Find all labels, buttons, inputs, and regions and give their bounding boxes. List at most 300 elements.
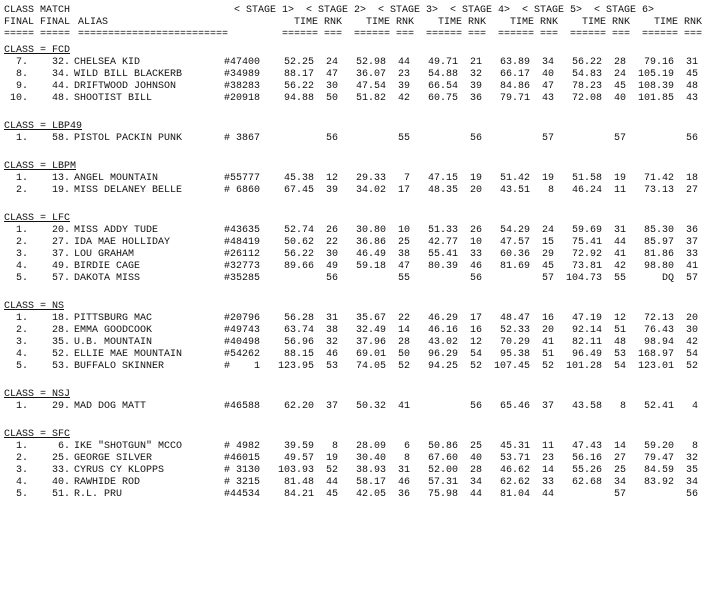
stage-1-rank: 53 [325, 361, 338, 372]
stage-5-rank: 34 [613, 477, 626, 488]
shooter-alias: LOU GRAHAM [74, 249, 135, 260]
header-label-time-2: TIME [365, 17, 390, 28]
stage-2-rank: 55 [397, 133, 410, 144]
stage-5-time: 73.81 [571, 261, 602, 272]
header-line-1 [4, 5, 654, 17]
header-rule-time-4: ====== [497, 29, 534, 40]
stage-5-rank: 41 [613, 249, 626, 260]
stage-3-rank: 16 [469, 325, 482, 336]
stage-5-rank: 19 [613, 173, 626, 184]
shooter-alias: EMMA GOODCOOK [74, 325, 153, 336]
stage-4-rank: 44 [541, 489, 554, 500]
stage-3-time [410, 273, 458, 285]
stage-3-time: 96.29 [427, 349, 458, 360]
stage-4-rank: 43 [541, 93, 554, 104]
stage-3-time: 60.75 [427, 93, 458, 104]
class-heading: CLASS = NSJ [4, 389, 71, 400]
stage-6-rank: 56 [685, 133, 698, 144]
shooter-id: #55777 [224, 173, 261, 184]
match-place: 52. [51, 349, 70, 360]
header-rule-time-6: ====== [641, 29, 678, 40]
match-place: 51. [51, 489, 70, 500]
result-row [4, 453, 698, 465]
stage-4-time: 46.62 [499, 465, 530, 476]
header-label-rnk-3: RNK [467, 17, 486, 28]
stage-6-time: 73.13 [643, 185, 674, 196]
stage-5-time: 55.26 [571, 465, 602, 476]
stage-2-time [338, 133, 386, 145]
stage-5-time: 92.14 [571, 325, 602, 336]
stage-6-rank: 37 [685, 237, 698, 248]
stage-6-rank: 20 [685, 313, 698, 324]
result-row [4, 57, 698, 69]
stage-3-rank: 56 [469, 133, 482, 144]
shooter-alias: DRIFTWOOD JOHNSON [74, 81, 177, 92]
stage-6-rank: 31 [685, 57, 698, 68]
result-row [4, 249, 698, 261]
stage-5-time: 101.28 [565, 361, 602, 372]
stage-2-time: 47.54 [355, 81, 386, 92]
results-body [4, 45, 698, 501]
stage-2-time: 32.49 [355, 325, 386, 336]
stage-1-time: 67.45 [283, 185, 314, 196]
stage-3-time [410, 401, 458, 413]
header-rule-rnk-5: === [611, 29, 630, 40]
class-heading: CLASS = NS [4, 301, 65, 312]
stage-1-time: 49.57 [283, 453, 314, 464]
result-row [4, 93, 698, 105]
stage-4-rank: 47 [541, 81, 554, 92]
class-place: 4. [15, 261, 28, 272]
stage-2-time: 51.82 [355, 93, 386, 104]
shooter-alias: IDA MAE HOLLIDAY [74, 237, 171, 248]
header-label-rnk-4: RNK [539, 17, 558, 28]
stage-2-rank: 46 [397, 477, 410, 488]
stage-5-rank: 51 [613, 325, 626, 336]
match-place: 40. [51, 477, 70, 488]
stage-4-time: 43.51 [499, 185, 530, 196]
stage-4-rank: 57 [541, 273, 554, 284]
shooter-alias: ANGEL MOUNTAIN [74, 173, 159, 184]
stage-6-time: 52.41 [643, 401, 674, 412]
shooter-alias: RAWHIDE ROD [74, 477, 141, 488]
shooter-id: #20796 [224, 313, 261, 324]
stage-6-time [626, 133, 674, 145]
header-rule-rnk-6: === [683, 29, 702, 40]
stage-4-rank: 41 [541, 337, 554, 348]
stage-4-time: 52.33 [499, 325, 530, 336]
stage-5-time: 47.43 [571, 441, 602, 452]
stage-1-rank: 45 [325, 489, 338, 500]
stage-5-time: 96.49 [571, 349, 602, 360]
stage-2-time: 30.40 [355, 453, 386, 464]
stage-6-time: 76.43 [643, 325, 674, 336]
stage-3-time: 49.71 [427, 57, 458, 68]
shooter-alias: ELLIE MAE MOUNTAIN [74, 349, 183, 360]
stage-4-time [482, 133, 530, 145]
stage-2-rank: 28 [397, 337, 410, 348]
stage-5-rank: 48 [613, 337, 626, 348]
shooter-alias: BIRDIE CAGE [74, 261, 141, 272]
stage-4-rank: 24 [541, 225, 554, 236]
stage-6-rank: 42 [685, 337, 698, 348]
result-row [4, 401, 698, 413]
stage-3-time: 57.31 [427, 477, 458, 488]
stage-3-time [410, 133, 458, 145]
stage-2-time: 28.09 [355, 441, 386, 452]
match-place: 32. [51, 57, 70, 68]
stage-1-time: 56.22 [283, 81, 314, 92]
shooter-id: #38283 [224, 81, 261, 92]
stage-3-rank: 12 [469, 337, 482, 348]
stage-5-rank: 53 [613, 349, 626, 360]
match-place: 53. [51, 361, 70, 372]
stage-3-time: 94.25 [427, 361, 458, 372]
header-rule-time-3: ====== [425, 29, 462, 40]
stage-2-rank: 23 [397, 69, 410, 80]
stage-1-time: 50.62 [283, 237, 314, 248]
stage-1-rank: 49 [325, 261, 338, 272]
stage-5-time [554, 133, 602, 145]
stage-3-time: 43.02 [427, 337, 458, 348]
stage-1-time: 56.22 [283, 249, 314, 260]
stage-6-rank: 52 [685, 361, 698, 372]
result-row [4, 361, 698, 373]
stage-5-rank: 31 [613, 225, 626, 236]
shooter-alias: CYRUS CY KLOPPS [74, 465, 165, 476]
shooter-id: #26112 [224, 249, 261, 260]
stage-2-time: 29.33 [355, 173, 386, 184]
stage-4-rank: 8 [547, 185, 554, 196]
shooter-id: #34989 [224, 69, 261, 80]
stage-2-rank: 25 [397, 237, 410, 248]
stage-3-time: 47.15 [427, 173, 458, 184]
stage-1-rank: 50 [325, 93, 338, 104]
stage-4-time: 70.29 [499, 337, 530, 348]
stage-4-time: 63.89 [499, 57, 530, 68]
shooter-alias: PISTOL PACKIN PUNK [74, 133, 183, 144]
stage-6-rank: 41 [685, 261, 698, 272]
stage-1-rank: 32 [325, 337, 338, 348]
stage-5-rank: 55 [613, 273, 626, 284]
shooter-alias: MISS ADDY TUDE [74, 225, 159, 236]
stage-6-rank: 56 [685, 489, 698, 500]
stage-5-rank: 28 [613, 57, 626, 68]
match-place: 20. [51, 225, 70, 236]
shooter-alias: U.B. MOUNTAIN [74, 337, 153, 348]
header-rule-time-1: ====== [281, 29, 318, 40]
header-stage-6: < STAGE 6> [593, 5, 654, 16]
stage-4-rank: 33 [541, 477, 554, 488]
stage-5-time [554, 489, 602, 501]
header-rule-match: ===== [40, 29, 71, 40]
stage-6-time: 108.39 [637, 81, 674, 92]
stage-1-time: 123.95 [277, 361, 314, 372]
class-place: 5. [15, 489, 28, 500]
match-place: 27. [51, 237, 70, 248]
shooter-alias: BUFFALO SKINNER [74, 361, 165, 372]
result-row [4, 133, 698, 145]
header-label-time-4: TIME [509, 17, 534, 28]
stage-1-time: 39.59 [283, 441, 314, 452]
stage-6-time: 98.80 [643, 261, 674, 272]
stage-2-time: 42.05 [355, 489, 386, 500]
stage-6-time: 72.13 [643, 313, 674, 324]
shooter-id: #32773 [224, 261, 261, 272]
stage-5-time: 72.92 [571, 249, 602, 260]
shooter-id: #49743 [224, 325, 261, 336]
stage-5-time: 75.41 [571, 237, 602, 248]
header-label-time-6: TIME [653, 17, 678, 28]
stage-2-time: 38.93 [355, 465, 386, 476]
stage-5-time: 82.11 [571, 337, 602, 348]
stage-3-rank: 20 [469, 185, 482, 196]
stage-4-rank: 52 [541, 361, 554, 372]
shooter-id: # 3867 [224, 133, 261, 144]
result-row [4, 337, 698, 349]
class-place: 10. [9, 93, 28, 104]
stage-1-rank: 44 [325, 477, 338, 488]
stage-4-time: 107.45 [493, 361, 530, 372]
stage-3-rank: 10 [469, 237, 482, 248]
stage-5-time: 104.73 [565, 273, 602, 284]
header-rule-rnk-4: === [539, 29, 558, 40]
shooter-id: #40498 [224, 337, 261, 348]
header-final-class: FINAL [4, 17, 35, 28]
stage-1-rank: 12 [325, 173, 338, 184]
stage-3-time: 51.33 [427, 225, 458, 236]
class-place: 3. [15, 337, 28, 348]
stage-5-rank: 24 [613, 69, 626, 80]
stage-3-time: 55.41 [427, 249, 458, 260]
stage-3-rank: 39 [469, 81, 482, 92]
stage-5-rank: 12 [613, 313, 626, 324]
result-row [4, 237, 698, 249]
shooter-id: #46015 [224, 453, 261, 464]
class-place: 5. [15, 361, 28, 372]
match-place: 49. [51, 261, 70, 272]
stage-4-rank: 11 [541, 441, 554, 452]
stage-1-rank: 31 [325, 313, 338, 324]
stage-6-time: 71.42 [643, 173, 674, 184]
stage-1-rank: 22 [325, 237, 338, 248]
stage-2-time: 46.49 [355, 249, 386, 260]
stage-3-rank: 28 [469, 465, 482, 476]
result-row [4, 441, 698, 453]
header-stage-2: < STAGE 2> [305, 5, 366, 16]
stage-2-time: 58.17 [355, 477, 386, 488]
stage-4-rank: 45 [541, 261, 554, 272]
stage-1-rank: 37 [325, 401, 338, 412]
result-row [4, 173, 698, 185]
shooter-id: # 6860 [224, 185, 261, 196]
header-stage-5: < STAGE 5> [521, 5, 582, 16]
result-row [4, 313, 698, 325]
stage-1-time [266, 273, 314, 285]
stage-4-time: 66.17 [499, 69, 530, 80]
stage-6-rank: 36 [685, 225, 698, 236]
stage-6-rank: 54 [685, 349, 698, 360]
stage-3-rank: 56 [469, 273, 482, 284]
stage-2-time: 69.01 [355, 349, 386, 360]
class-place: 3. [15, 465, 28, 476]
stage-1-time: 63.74 [283, 325, 314, 336]
stage-1-time: 52.25 [283, 57, 314, 68]
header-rule-time-2: ====== [353, 29, 390, 40]
stage-5-time: 51.58 [571, 173, 602, 184]
stage-4-time: 81.69 [499, 261, 530, 272]
stage-1-rank: 47 [325, 69, 338, 80]
stage-1-rank: 56 [325, 133, 338, 144]
shooter-alias: PITTSBURG MAC [74, 313, 153, 324]
stage-4-rank: 29 [541, 249, 554, 260]
result-row [4, 81, 698, 93]
stage-3-rank: 33 [469, 249, 482, 260]
stage-2-time: 74.05 [355, 361, 386, 372]
stage-5-rank: 25 [613, 465, 626, 476]
header-rule-class: ===== [4, 29, 35, 40]
shooter-alias: IKE "SHOTGUN" MCCO [74, 441, 183, 452]
result-row [4, 465, 698, 477]
stage-5-time: 62.68 [571, 477, 602, 488]
stage-6-time: 59.20 [643, 441, 674, 452]
stage-4-time: 79.71 [499, 93, 530, 104]
header-label-rnk-1: RNK [323, 17, 342, 28]
header-final-match: FINAL [40, 17, 71, 28]
match-place: 34. [51, 69, 70, 80]
stage-3-time: 42.77 [427, 237, 458, 248]
result-row [4, 185, 698, 197]
class-place: 2. [15, 453, 28, 464]
stage-5-rank: 57 [613, 133, 626, 144]
stage-2-time: 34.02 [355, 185, 386, 196]
stage-2-rank: 55 [397, 273, 410, 284]
stage-6-rank: 43 [685, 93, 698, 104]
stage-1-time: 88.17 [283, 69, 314, 80]
stage-2-time: 36.07 [355, 69, 386, 80]
stage-3-rank: 25 [469, 441, 482, 452]
stage-2-rank: 17 [397, 185, 410, 196]
result-row [4, 261, 698, 273]
class-place: 7. [15, 57, 28, 68]
shooter-id: #20918 [224, 93, 261, 104]
stage-5-time: 47.19 [571, 313, 602, 324]
stage-1-time: 56.28 [283, 313, 314, 324]
header-label-rnk-5: RNK [611, 17, 630, 28]
stage-6-time: 101.85 [637, 93, 674, 104]
match-place: 37. [51, 249, 70, 260]
header-stage-4: < STAGE 4> [449, 5, 510, 16]
match-place: 13. [51, 173, 70, 184]
stage-6-time: 105.19 [637, 69, 674, 80]
stage-3-time: 48.35 [427, 185, 458, 196]
stage-4-time: 53.71 [499, 453, 530, 464]
stage-3-rank: 32 [469, 69, 482, 80]
result-row [4, 69, 698, 81]
stage-2-rank: 22 [397, 313, 410, 324]
header-label-time-3: TIME [437, 17, 462, 28]
stage-2-rank: 14 [397, 325, 410, 336]
header-line-3 [4, 29, 702, 41]
class-heading: CLASS = LBPM [4, 161, 77, 172]
class-place: 1. [15, 225, 28, 236]
stage-6-rank: 35 [685, 465, 698, 476]
stage-3-rank: 19 [469, 173, 482, 184]
stage-4-time: 95.38 [499, 349, 530, 360]
stage-3-time: 46.29 [427, 313, 458, 324]
stage-4-rank: 15 [541, 237, 554, 248]
stage-3-rank: 54 [469, 349, 482, 360]
stage-5-rank: 27 [613, 453, 626, 464]
stage-6-time: 98.94 [643, 337, 674, 348]
stage-2-rank: 39 [397, 81, 410, 92]
stage-4-time: 47.57 [499, 237, 530, 248]
stage-3-rank: 52 [469, 361, 482, 372]
shooter-id: # 3215 [224, 477, 261, 488]
header-rule-time-5: ====== [569, 29, 606, 40]
stage-2-time: 37.96 [355, 337, 386, 348]
stage-2-rank: 7 [403, 173, 410, 184]
stage-6-time: 81.86 [643, 249, 674, 260]
stage-4-time: 84.86 [499, 81, 530, 92]
class-heading: CLASS = FCD [4, 45, 71, 56]
header-label-time-5: TIME [581, 17, 606, 28]
stage-5-rank: 14 [613, 441, 626, 452]
stage-1-time [266, 133, 314, 145]
match-place: 58. [51, 133, 70, 144]
stage-4-rank: 23 [541, 453, 554, 464]
stage-2-rank: 6 [403, 441, 410, 452]
stage-2-rank: 52 [397, 361, 410, 372]
match-place: 6. [57, 441, 70, 452]
stage-3-rank: 46 [469, 261, 482, 272]
result-row [4, 225, 698, 237]
stage-1-rank: 30 [325, 81, 338, 92]
stage-1-time: 81.48 [283, 477, 314, 488]
stage-4-time: 45.31 [499, 441, 530, 452]
stage-1-time: 56.96 [283, 337, 314, 348]
class-place: 2. [15, 237, 28, 248]
class-place: 4. [15, 477, 28, 488]
stage-2-time: 35.67 [355, 313, 386, 324]
stage-2-rank: 10 [397, 225, 410, 236]
stage-1-time: 52.74 [283, 225, 314, 236]
result-row [4, 273, 698, 285]
stage-3-time: 46.16 [427, 325, 458, 336]
stage-1-time: 62.20 [283, 401, 314, 412]
match-place: 35. [51, 337, 70, 348]
stage-5-time: 56.16 [571, 453, 602, 464]
shooter-alias: DAKOTA MISS [74, 273, 141, 284]
stage-4-rank: 40 [541, 69, 554, 80]
match-place: 44. [51, 81, 70, 92]
header-rule-rnk-2: === [395, 29, 414, 40]
class-place: 9. [15, 81, 28, 92]
shooter-alias: SHOOTIST BILL [74, 93, 153, 104]
stage-4-rank: 57 [541, 133, 554, 144]
stage-1-rank: 39 [325, 185, 338, 196]
stage-3-rank: 34 [469, 477, 482, 488]
stage-3-time: 67.60 [427, 453, 458, 464]
stage-3-time: 66.54 [427, 81, 458, 92]
stage-1-rank: 38 [325, 325, 338, 336]
stage-5-time: 78.23 [571, 81, 602, 92]
stage-6-rank: 32 [685, 453, 698, 464]
stage-6-rank: 57 [685, 273, 698, 284]
stage-1-rank: 52 [325, 465, 338, 476]
stage-1-time: 88.15 [283, 349, 314, 360]
stage-6-time [626, 489, 674, 501]
